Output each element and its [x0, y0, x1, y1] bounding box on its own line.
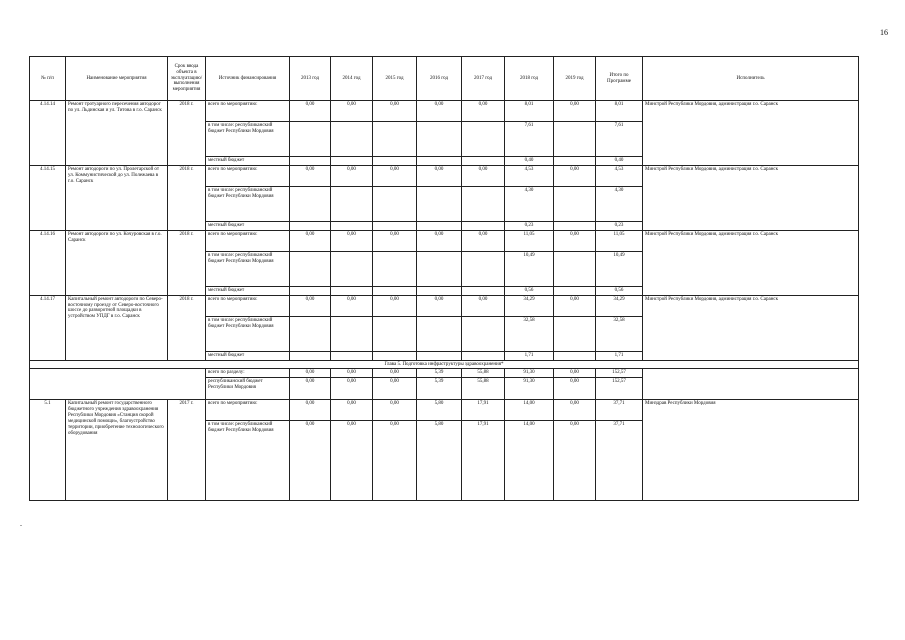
- year-value: [331, 286, 373, 295]
- year-value: 0,00: [462, 165, 505, 186]
- item-executor: Минстрой Республики Мордовия, администрация г.о. Саранск: [643, 165, 859, 230]
- year-value: 0,00: [290, 295, 331, 316]
- program-table: [29, 56, 859, 501]
- year-value: 0,00: [462, 230, 505, 251]
- year-value: [417, 186, 462, 221]
- year-value: [462, 157, 505, 166]
- year-value: [462, 251, 505, 286]
- year-value: [373, 122, 417, 157]
- funding-source: в том числе: республиканский бюджет Республики Мордовия: [206, 251, 290, 286]
- year-value: [373, 286, 417, 295]
- year-value: [417, 316, 462, 351]
- year-value: 55,88: [462, 378, 505, 400]
- year-value: 0,56: [505, 286, 554, 295]
- year-value: 0,00: [290, 400, 331, 421]
- year-value: [554, 316, 596, 351]
- year-value: 14,00: [505, 400, 554, 421]
- table-row: [30, 165, 859, 186]
- chapter-row: [30, 360, 859, 369]
- item-executor: Минстрой Республики Мордовия, администрация г.о. Саранск: [643, 295, 859, 360]
- year-value: 0,00: [554, 378, 596, 400]
- funding-source: в том числе: республиканский бюджет Республики Мордовия: [206, 186, 290, 221]
- year-value: 0,00: [331, 421, 373, 501]
- table-row: [30, 295, 859, 316]
- year-value: [290, 251, 331, 286]
- year-value: [417, 251, 462, 286]
- year-value: 34,29: [505, 295, 554, 316]
- program-total: 0,23: [596, 221, 643, 230]
- year-value: 0,00: [554, 369, 596, 378]
- col-header-source: Источник финансирования: [206, 57, 290, 101]
- year-value: 17,91: [462, 421, 505, 501]
- year-value: [417, 157, 462, 166]
- year-value: 0,00: [373, 230, 417, 251]
- program-total: 37,71: [596, 421, 643, 501]
- year-value: 5,80: [417, 400, 462, 421]
- year-value: 0,00: [290, 378, 331, 400]
- year-value: 0,00: [331, 230, 373, 251]
- year-value: [290, 122, 331, 157]
- year-value: 5,39: [417, 378, 462, 400]
- year-value: [290, 221, 331, 230]
- item-number: 4.14.16: [30, 230, 66, 295]
- item-executor: Минздрав Республики Мордовия: [643, 400, 859, 501]
- item-name: Капитальный ремонт автодороги по Северо-восточному проезду от Северо-восточного шоссе до разворотной площадки в устройством УПДГ в г.о. Саранск: [66, 295, 168, 360]
- funding-source: в том числе: республиканский бюджет Республики Мордовия: [206, 122, 290, 157]
- year-value: [417, 286, 462, 295]
- year-value: 0,00: [290, 230, 331, 251]
- year-value: [290, 286, 331, 295]
- funding-source: всего по мероприятию:: [206, 230, 290, 251]
- funding-source: местный бюджет: [206, 157, 290, 166]
- col-header-2013: 2013 год: [290, 57, 331, 101]
- item-term: 2018 г.: [168, 165, 206, 230]
- item-term: 2017 г.: [168, 400, 206, 501]
- year-value: [331, 316, 373, 351]
- funding-source: местный бюджет: [206, 286, 290, 295]
- program-total: 4,53: [596, 165, 643, 186]
- table-row: [30, 400, 859, 421]
- year-value: 0,00: [554, 295, 596, 316]
- item-term: 2018 г.: [168, 230, 206, 295]
- year-value: [554, 122, 596, 157]
- year-value: [331, 351, 373, 360]
- item-executor: Минстрой Республики Мордовия, администрация г.о. Саранск: [643, 230, 859, 295]
- year-value: 0,00: [554, 101, 596, 122]
- year-value: 0,00: [462, 295, 505, 316]
- year-value: 0,00: [373, 295, 417, 316]
- year-value: 10,49: [505, 251, 554, 286]
- page-number: 16: [880, 28, 888, 37]
- funding-source: всего по мероприятию:: [206, 101, 290, 122]
- year-value: 8,01: [505, 101, 554, 122]
- year-value: [373, 251, 417, 286]
- year-value: [554, 286, 596, 295]
- scan-mark: -: [20, 523, 22, 529]
- year-value: [462, 351, 505, 360]
- col-header-2019: 2019 год: [554, 57, 596, 101]
- funding-source: всего по разделу:: [206, 369, 290, 378]
- year-value: 0,00: [554, 230, 596, 251]
- year-value: 0,00: [331, 400, 373, 421]
- year-value: [290, 316, 331, 351]
- section-total-row: [30, 369, 859, 378]
- empty-cell: [643, 369, 859, 400]
- col-header-2018: 2018 год: [505, 57, 554, 101]
- year-value: [331, 122, 373, 157]
- year-value: 0,00: [373, 378, 417, 400]
- year-value: 5,39: [417, 369, 462, 378]
- item-number: 4.14.14: [30, 101, 66, 166]
- year-value: [331, 251, 373, 286]
- year-value: 0,00: [417, 101, 462, 122]
- col-header-term: Срок ввода объекта в эксплуатацию/ выполнения мероприятия: [168, 57, 206, 101]
- year-value: [331, 221, 373, 230]
- year-value: 4,53: [505, 165, 554, 186]
- year-value: 0,00: [331, 165, 373, 186]
- item-term: 2018 г.: [168, 295, 206, 360]
- item-executor: Минстрой Республики Мордовия, администрация г.о. Саранск: [643, 101, 859, 166]
- item-term: 2018 г.: [168, 101, 206, 166]
- year-value: 0,00: [331, 101, 373, 122]
- year-value: 0,00: [462, 101, 505, 122]
- year-value: [462, 221, 505, 230]
- year-value: 0,00: [554, 421, 596, 501]
- year-value: 14,00: [505, 421, 554, 501]
- item-name: Капитальный ремонт государственного бюджетного учреждения здравоохранения Республики Мордовия «Станция скорой медицинской помощи», благоустройство территории, приобретение технологического оборудования: [66, 400, 168, 501]
- empty-cell: [30, 369, 206, 400]
- item-number: 4.14.15: [30, 165, 66, 230]
- year-value: [373, 221, 417, 230]
- funding-source: республиканский бюджет Республики Мордовия: [206, 378, 290, 400]
- year-value: 0,00: [331, 369, 373, 378]
- year-value: 0,00: [417, 165, 462, 186]
- funding-source: местный бюджет: [206, 221, 290, 230]
- program-total: 152,57: [596, 369, 643, 378]
- year-value: 32,58: [505, 316, 554, 351]
- year-value: 0,00: [331, 295, 373, 316]
- year-value: 0,00: [373, 369, 417, 378]
- table-header: [30, 57, 859, 101]
- year-value: [417, 221, 462, 230]
- year-value: [373, 316, 417, 351]
- year-value: 1,71: [505, 351, 554, 360]
- funding-source: в том числе: республиканский бюджет Республики Мордовия: [206, 316, 290, 351]
- year-value: 11,05: [505, 230, 554, 251]
- year-value: [417, 351, 462, 360]
- year-value: 0,00: [290, 101, 331, 122]
- col-header-name: Наименование мероприятия: [66, 57, 168, 101]
- col-header-2017: 2017 год: [462, 57, 505, 101]
- year-value: [331, 157, 373, 166]
- program-total: 1,71: [596, 351, 643, 360]
- year-value: 91,30: [505, 378, 554, 400]
- col-header-num: № п/п: [30, 57, 66, 101]
- year-value: 0,00: [331, 378, 373, 400]
- year-value: 0,23: [505, 221, 554, 230]
- item-name: Ремонт тротуарного пересечения автодорог по ул. Льдинская и ул. Титова в г.о. Саранск: [66, 101, 168, 166]
- funding-source: в том числе: республиканский бюджет Республики Мордовия: [206, 421, 290, 501]
- table-row: [30, 230, 859, 251]
- year-value: 91,30: [505, 369, 554, 378]
- year-value: [290, 351, 331, 360]
- program-total: 7,61: [596, 122, 643, 157]
- program-total: 11,05: [596, 230, 643, 251]
- program-total: 4,30: [596, 186, 643, 221]
- year-value: [554, 221, 596, 230]
- year-value: 0,00: [417, 230, 462, 251]
- year-value: 0,00: [290, 369, 331, 378]
- funding-source: всего по мероприятию:: [206, 165, 290, 186]
- chapter-title: Глава 5. Подготовка инфраструктуры здравоохранения*: [30, 360, 859, 369]
- col-header-total: Итого по Программе: [596, 57, 643, 101]
- year-value: [290, 157, 331, 166]
- program-total: 32,58: [596, 316, 643, 351]
- item-name: Ремонт автодороги по ул. Пролетарской от ул. Коммунистической до ул. Полежаева в г.о. Саранск: [66, 165, 168, 230]
- col-header-2014: 2014 год: [331, 57, 373, 101]
- table-row: [30, 101, 859, 122]
- year-value: 0,00: [373, 421, 417, 501]
- funding-source: всего по мероприятию:: [206, 295, 290, 316]
- year-value: 55,88: [462, 369, 505, 378]
- year-value: 4,30: [505, 186, 554, 221]
- item-number: 5.1: [30, 400, 66, 501]
- year-value: 0,40: [505, 157, 554, 166]
- year-value: [554, 157, 596, 166]
- year-value: [462, 122, 505, 157]
- year-value: [554, 251, 596, 286]
- program-total: 8,01: [596, 101, 643, 122]
- year-value: 0,00: [290, 421, 331, 501]
- year-value: 0,00: [373, 400, 417, 421]
- year-value: 17,91: [462, 400, 505, 421]
- program-total: 152,57: [596, 378, 643, 400]
- item-name: Ремонт автодороги по ул. Кочуровская в г.о. Саранск: [66, 230, 168, 295]
- program-total: 37,71: [596, 400, 643, 421]
- year-value: [554, 186, 596, 221]
- program-total: 0,40: [596, 157, 643, 166]
- year-value: [417, 122, 462, 157]
- year-value: 5,80: [417, 421, 462, 501]
- program-total: 0,56: [596, 286, 643, 295]
- year-value: 0,00: [554, 400, 596, 421]
- item-number: 4.14.17: [30, 295, 66, 360]
- year-value: [373, 186, 417, 221]
- year-value: 7,61: [505, 122, 554, 157]
- year-value: 0,00: [373, 165, 417, 186]
- col-header-2016: 2016 год: [417, 57, 462, 101]
- col-header-2015: 2015 год: [373, 57, 417, 101]
- year-value: 0,00: [554, 165, 596, 186]
- program-total: 10,49: [596, 251, 643, 286]
- year-value: [373, 351, 417, 360]
- funding-source: местный бюджет: [206, 351, 290, 360]
- col-header-executor: Исполнитель: [643, 57, 859, 101]
- year-value: [462, 316, 505, 351]
- year-value: 0,00: [373, 101, 417, 122]
- year-value: [331, 186, 373, 221]
- program-total: 34,29: [596, 295, 643, 316]
- year-value: 0,00: [417, 295, 462, 316]
- funding-source: всего по мероприятию:: [206, 400, 290, 421]
- year-value: [373, 157, 417, 166]
- year-value: [462, 186, 505, 221]
- year-value: [554, 351, 596, 360]
- year-value: [462, 286, 505, 295]
- year-value: 0,00: [290, 165, 331, 186]
- year-value: [290, 186, 331, 221]
